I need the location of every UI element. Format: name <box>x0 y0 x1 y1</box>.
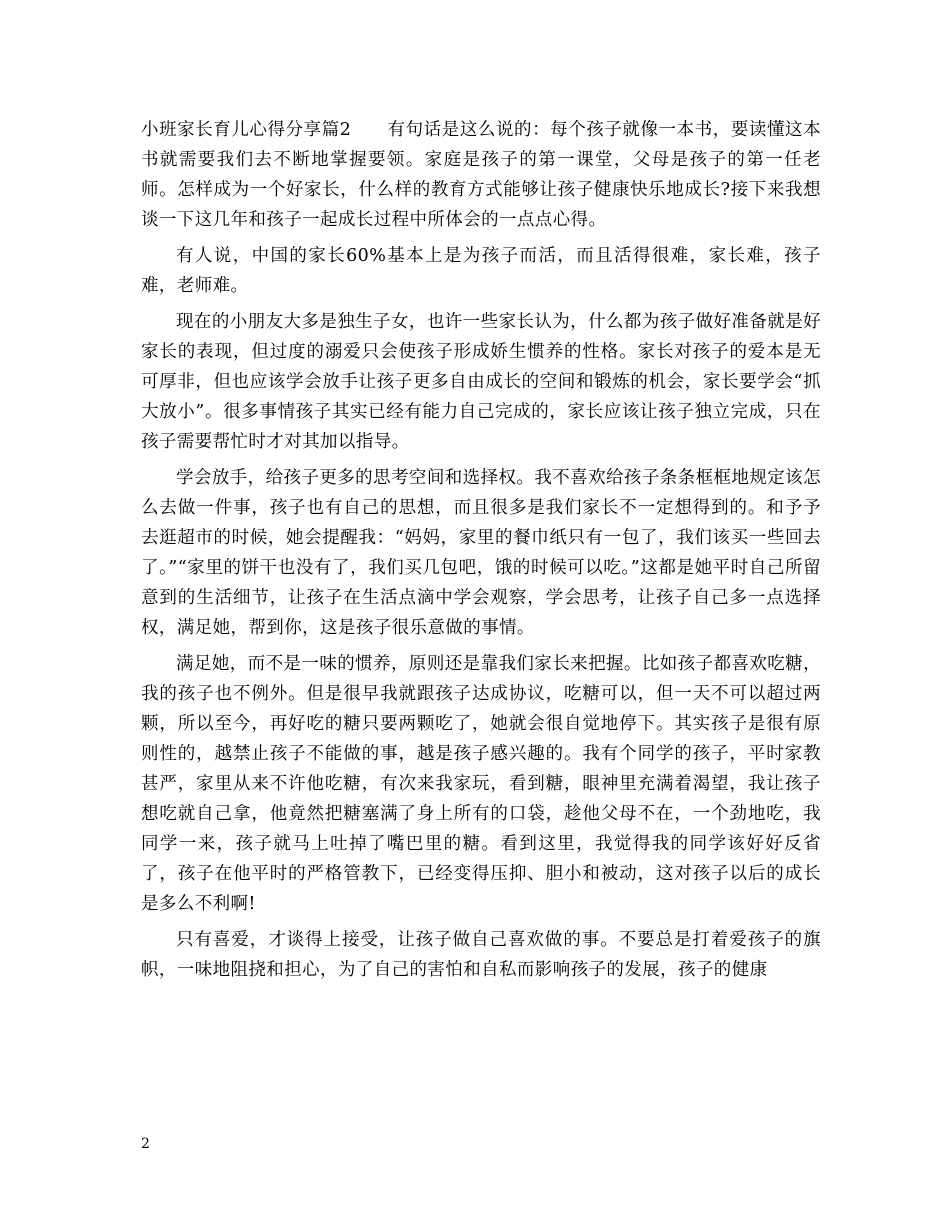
page-number: 2 <box>141 1136 150 1152</box>
paragraph-intro: 小班家长育儿心得分享篇2 有句话是这么说的：每个孩子就像一本书，要读懂这本书就需要我们去不断地掌握要领。家庭是孩子的第一课堂，父母是孩子的第一任老师。怎样成为一个好家长，什么样的教育方式能够让孩子健康快乐地成长?接下来我想谈一下这几年和孩子一起成长过程中所体会的一点点心得。 <box>141 120 821 230</box>
paragraph-interests: 只有喜爱，才谈得上接受，让孩子做自己喜欢做的事。不要总是打着爱孩子的旗帜，一味地阻挠和担心，为了自己的害怕和自私而影响孩子的发展，孩子的健康 <box>141 930 821 980</box>
paragraph-let-go: 学会放手，给孩子更多的思考空间和选择权。我不喜欢给孩子条条框框地规定该怎么去做一件事，孩子也有自己的思想，而且很多是我们家长不一定想得到的。和予予去逛超市的时候，她会提醒我：“妈妈，家里的餐巾纸只有一包了，我们该买一些回去了。”“家里的饼干也没有了，我们买几包吧，饿的时候可以吃。”这都是她平时自己所留意到的生活细节，让孩子在生活点滴中学会观察，学会思考，让孩子自己多一点选择权，满足她，帮到你，这是孩子很乐意做的事情。 <box>141 468 821 638</box>
paragraph-principles: 满足她，而不是一味的惯养，原则还是靠我们家长来把握。比如孩子都喜欢吃糖，我的孩子也不例外。但是很早我就跟孩子达成协议，吃糖可以，但一天不可以超过两颗，所以至今，再好吃的糖只要两颗吃了，她就会很自觉地停下。其实孩子是很有原则性的，越禁止孩子不能做的事，越是孩子感兴趣的。我有个同学的孩子，平时家教甚严，家里从来不许他吃糖，有次来我家玩，看到糖，眼神里充满着渴望，我让孩子想吃就自己拿，他竟然把糖塞满了身上所有的口袋，趁他父母不在，一个劲地吃，我同学一来，孩子就马上吐掉了嘴巴里的糖。看到这里，我觉得我的同学该好好反省了，孩子在他平时的严格管教下，已经变得压抑、胆小和被动，这对孩子以后的成长是多么不利啊! <box>141 654 821 914</box>
paragraph-overindulgence: 现在的小朋友大多是独生子女，也许一些家长认为，什么都为孩子做好准备就是好家长的表现，但过度的溺爱只会使孩子形成娇生惯养的性格。家长对孩子的爱本是无可厚非，但也应该学会放手让孩子更多自由成长的空间和锻炼的机会，家长要学会“抓大放小”。很多事情孩子其实已经有能力自己完成的，家长应该让孩子独立完成，只在孩子需要帮忙时才对其加以指导。 <box>141 312 821 452</box>
paragraph-parents-hardship: 有人说，中国的家长60%基本上是为孩子而活，而且活得很难，家长难，孩子难，老师难。 <box>141 246 821 296</box>
document-body <box>141 115 821 985</box>
